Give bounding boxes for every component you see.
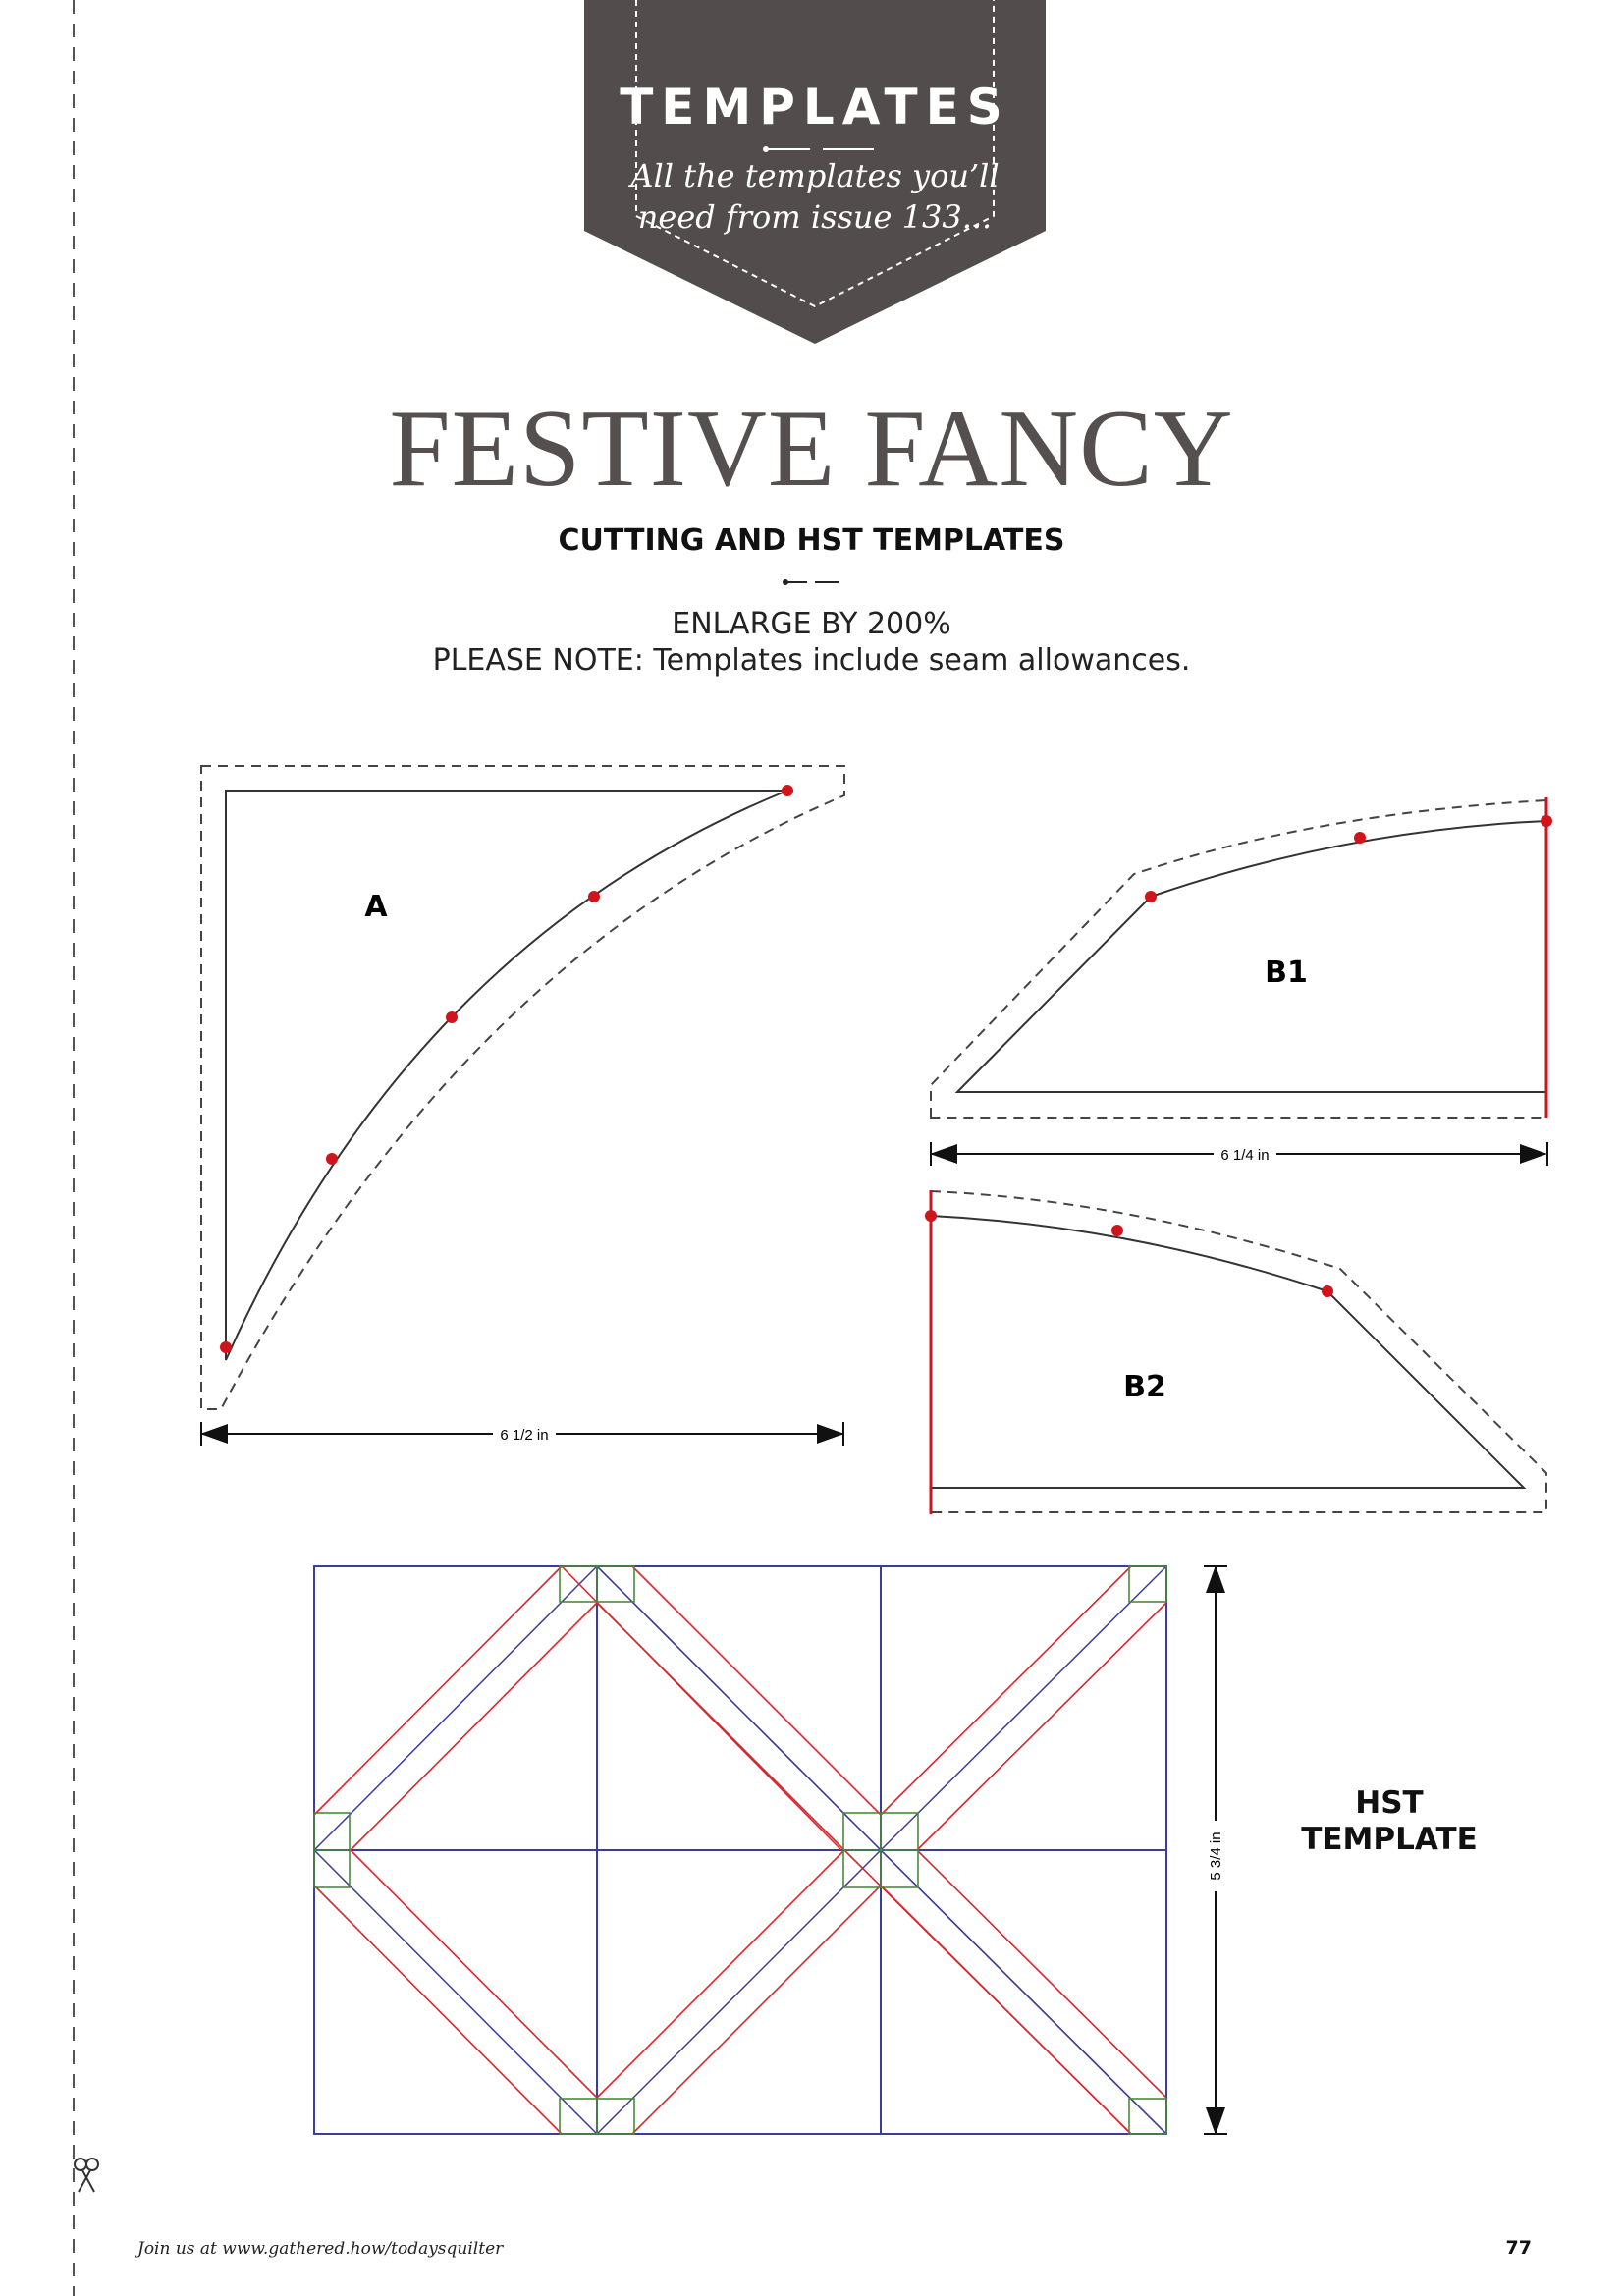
template-a-cut-line bbox=[226, 791, 787, 1360]
banner-subtitle-line-2: need from issue 133... bbox=[637, 198, 993, 236]
hst-template bbox=[314, 1566, 1227, 2134]
banner-title: TEMPLATES bbox=[620, 79, 1010, 136]
page-number: 77 bbox=[1505, 2237, 1532, 2259]
template-a-width-label: 6 1/2 in bbox=[500, 1427, 549, 1444]
banner-subtitle-line-1: All the templates you’ll bbox=[630, 157, 1000, 194]
template-b1-registration-dots bbox=[1145, 815, 1552, 902]
template-b2-seam-line bbox=[931, 1191, 1546, 1512]
template-b2-label: B2 bbox=[1123, 1370, 1166, 1404]
page-title: FESTIVE FANCY bbox=[389, 388, 1234, 510]
template-b1-cut-line bbox=[957, 821, 1546, 1092]
template-b1 bbox=[931, 797, 1552, 1166]
template-b2 bbox=[925, 1190, 1546, 1514]
template-a bbox=[201, 766, 844, 1446]
template-a-label: A bbox=[364, 890, 388, 924]
hst-grid bbox=[314, 1566, 1166, 2134]
template-a-registration-dots bbox=[220, 785, 793, 1353]
enlarge-note: ENLARGE BY 200% bbox=[672, 607, 951, 641]
template-b2-cut-line bbox=[931, 1216, 1524, 1488]
template-b1-label: B1 bbox=[1265, 956, 1308, 990]
hst-height-label: 5 3/4 in bbox=[1208, 1831, 1224, 1881]
seam-allowance-note: PLEASE NOTE: Templates include seam allowances. bbox=[432, 643, 1191, 678]
hst-label-line-2: TEMPLATE bbox=[1301, 1822, 1478, 1857]
template-a-seam-line bbox=[201, 766, 844, 1409]
hst-label-line-1: HST bbox=[1355, 1785, 1424, 1821]
template-b1-seam-line bbox=[931, 800, 1546, 1118]
page-subtitle: CUTTING AND HST TEMPLATES bbox=[558, 523, 1065, 558]
footer-url: Join us at www.gathered.how/todaysquilter bbox=[137, 2239, 504, 2259]
hst-template-label bbox=[1267, 1785, 1512, 1858]
template-b1-width-label: 6 1/4 in bbox=[1220, 1147, 1270, 1164]
template-b2-registration-dots bbox=[925, 1210, 1333, 1297]
